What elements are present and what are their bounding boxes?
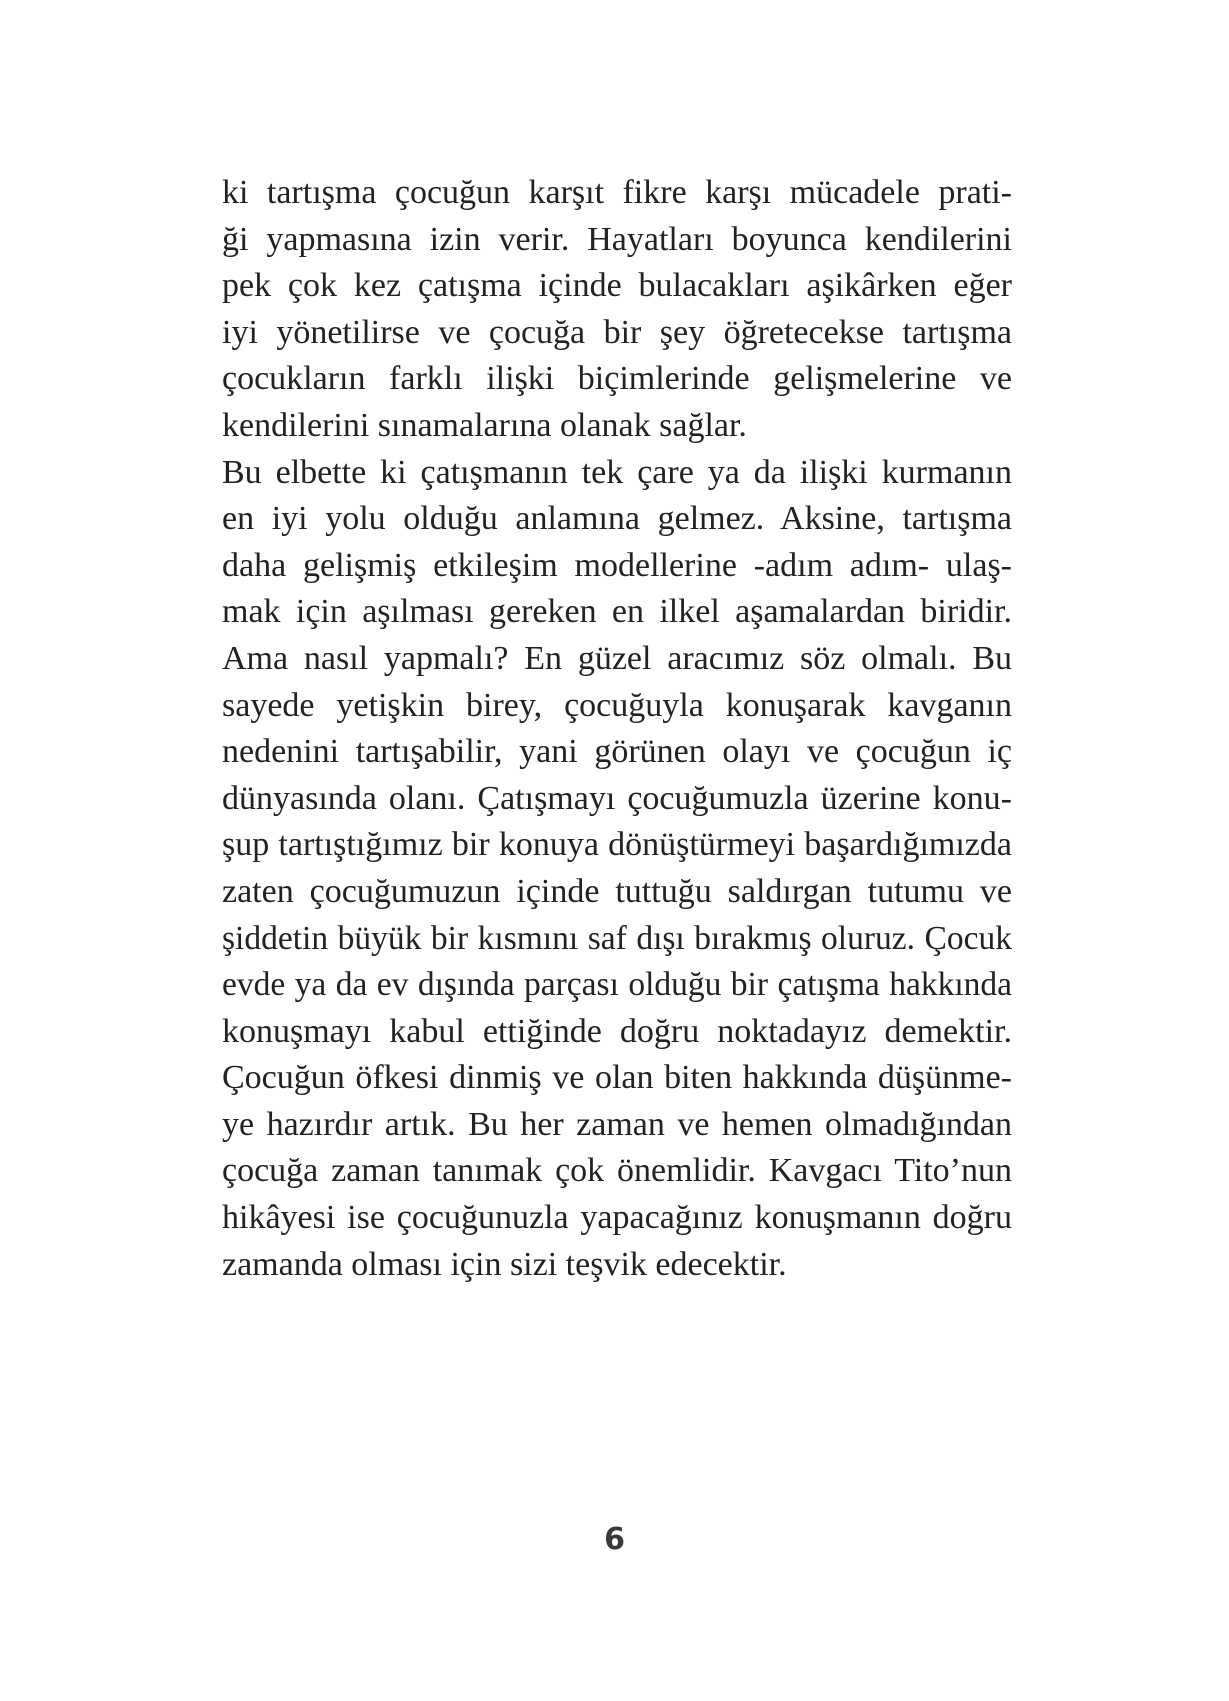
text-line: sayede yetişkin birey, çocuğuyla konuşarak kavganın — [222, 686, 1012, 724]
text-line: evde ya da ev dışında parçası olduğu bir çatışma hakkında — [222, 966, 1012, 1004]
text-line: iyi yönetilirse ve çocuğa bir şey öğretecekse tartışma — [222, 313, 1012, 351]
text-line: zaten çocuğumuzun içinde tuttuğu saldırgan tutumu ve — [222, 872, 1012, 910]
page-number: 6 — [604, 1522, 625, 1557]
text-line: Çocuğun öfkesi dinmiş ve olan biten hakkında düşünme- — [222, 1059, 1012, 1097]
paragraph-1 — [222, 170, 1012, 450]
text-line: ye hazırdır artık. Bu her zaman ve hemen olmadığından — [222, 1105, 1012, 1143]
body-text — [222, 170, 1012, 1288]
text-line: kendilerini sınamalarına olanak sağlar. — [222, 406, 747, 444]
text-line: ği yapmasına izin verir. Hayatları boyunca kendilerini — [222, 220, 1012, 258]
text-line: ki tartışma çocuğun karşıt fikre karşı mücadele prati- — [222, 174, 1012, 211]
paragraph-2 — [222, 450, 1012, 1289]
text-line: hikâyesi ise çocuğunuzla yapacağınız konuşmanın doğru — [222, 1199, 1012, 1237]
text-line: daha gelişmiş etkileşim modellerine -adım adım- ulaş- — [222, 546, 1012, 584]
text-line: pek çok kez çatışma içinde bulacakları aşikârken eğer — [222, 267, 1012, 305]
text-line: şiddetin büyük bir kısmını saf dışı bırakmış oluruz. Çocuk — [222, 919, 1012, 957]
text-line: dünyasında olanı. Çatışmayı çocuğumuzla üzerine konu- — [222, 779, 1012, 817]
text-line: mak için aşılması gereken en ilkel aşamalardan biridir. — [222, 593, 1012, 631]
text-line: Bu elbette ki çatışmanın tek çare ya da ilişki kurmanın — [222, 453, 1012, 491]
text-line: çocukların farklı ilişki biçimlerinde gelişmelerine ve — [222, 360, 1012, 398]
text-line: Ama nasıl yapmalı? En güzel aracımız söz olmalı. Bu — [222, 639, 1012, 677]
text-line: zamanda olması için sizi teşvik edecektir. — [222, 1245, 787, 1283]
text-line: en iyi yolu olduğu anlamına gelmez. Aksine, tartışma — [222, 500, 1012, 538]
text-line: nedenini tartışabilir, yani görünen olayı ve çocuğun iç — [222, 733, 1012, 771]
text-line: şup tartıştığımız bir konuya dönüştürmeyi başardığımızda — [222, 826, 1012, 864]
text-line: çocuğa zaman tanımak çok önemlidir. Kavgacı Tito’nun — [222, 1152, 1012, 1190]
text-line: konuşmayı kabul ettiğinde doğru noktadayız demektir. — [222, 1012, 1012, 1050]
